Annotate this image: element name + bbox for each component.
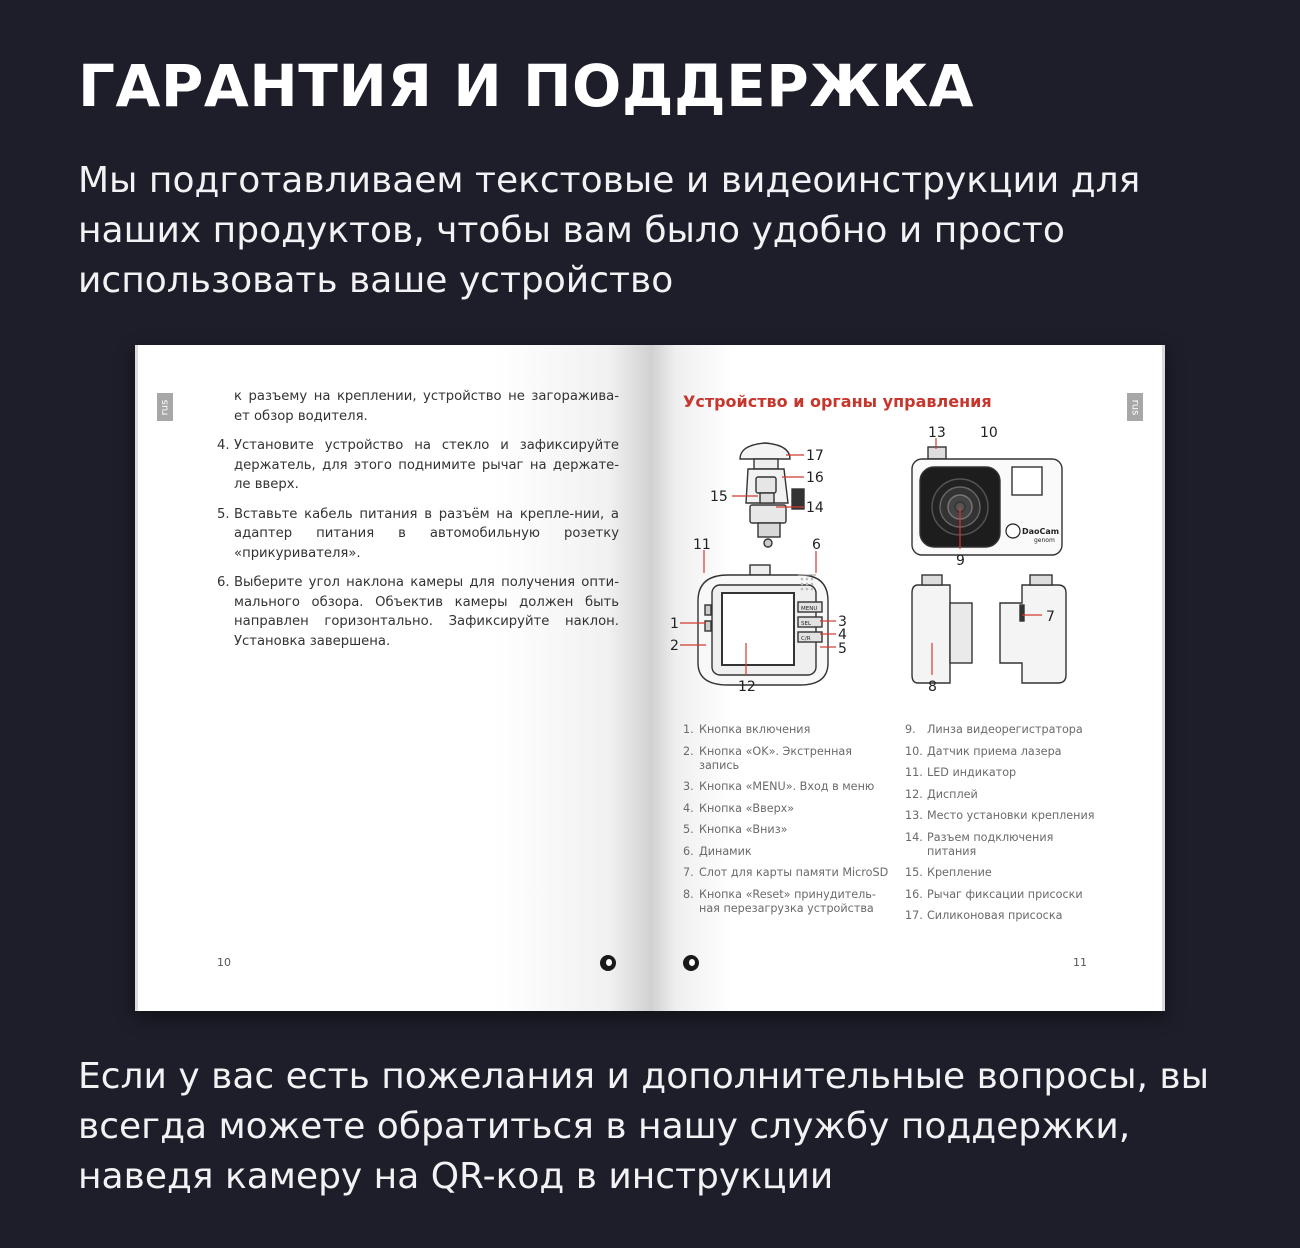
svg-text:5: 5 (838, 641, 847, 657)
item-number: 4. (217, 438, 230, 453)
continuation-text: к разъему на креплении, устройство не загоражива-ет обзор водителя. (234, 389, 619, 424)
brand-label: DaoCam (1022, 527, 1060, 536)
list-item (683, 888, 893, 916)
brand-logo-icon (683, 955, 699, 971)
item-number: 10. (905, 744, 923, 758)
list-item (905, 866, 1105, 880)
manual-right-page (650, 345, 1165, 1011)
support-text: Если у вас есть пожелания и дополнительные вопросы, вы всегда можете обратиться в нашу службу поддержки, наведя камеру на QR-код в инструкции (78, 1056, 1210, 1197)
svg-text:15: 15 (710, 489, 728, 505)
item-number: 8. (683, 887, 694, 901)
item-text: Кнопка «OK». Экстренная запись (699, 744, 852, 772)
legend-list-left (683, 723, 893, 923)
item-number: 1. (683, 723, 694, 736)
svg-text:13: 13 (928, 425, 946, 441)
list-item (905, 809, 1105, 823)
list-item (683, 745, 893, 773)
item-number: 6. (217, 575, 230, 590)
svg-text:17: 17 (806, 448, 824, 464)
item-number: 14. (905, 830, 923, 844)
list-item (683, 823, 893, 837)
item-number: 5. (217, 506, 230, 522)
intro-text: Мы подготавливаем текстовые и видеоинструкции для наших продуктов, чтобы вам было удобно и просто использовать ваше устройство (78, 160, 1141, 301)
list-item (683, 780, 893, 794)
manual-left-page (135, 345, 650, 1011)
svg-text:16: 16 (806, 470, 824, 486)
installation-steps (217, 387, 619, 661)
list-item (905, 831, 1105, 859)
list-item (217, 573, 619, 651)
page-number-right: 11 (1073, 956, 1087, 969)
section-title: Устройство и органы управления (683, 392, 992, 411)
item-text: Выберите угол наклона камеры для получения опти-мального обзора. Объектив камеры должен быть направлен горизонтально. Зафиксируйте наклон. Установка завершена. (234, 575, 619, 649)
legend-list-right (905, 723, 1105, 931)
item-text: Силиконовая присоска (927, 909, 1063, 922)
item-number: 3. (683, 780, 694, 793)
svg-text:14: 14 (806, 500, 824, 516)
list-item (217, 436, 619, 495)
item-number: 9. (905, 723, 916, 736)
item-text: Датчик приема лазера (927, 744, 1062, 758)
svg-text:12: 12 (738, 679, 756, 695)
list-item (905, 745, 1105, 759)
item-number: 11. (905, 766, 923, 779)
brand-logo-icon (600, 955, 616, 971)
item-number: 5. (683, 823, 694, 836)
brand-mark-icon (1006, 524, 1020, 538)
item-number: 15. (905, 866, 923, 879)
device-diagram (650, 425, 1120, 715)
item-text: Рычаг фиксации присоски (927, 887, 1083, 901)
list-item (217, 505, 619, 564)
page-number-left: 10 (217, 956, 231, 969)
svg-text:7: 7 (1046, 609, 1055, 625)
item-number: 16. (905, 887, 923, 901)
list-item (683, 723, 893, 737)
svg-text:10: 10 (980, 425, 998, 441)
language-tab: rus (1127, 393, 1143, 421)
list-item (683, 845, 893, 859)
item-text: Разъем подключения питания (927, 830, 1054, 858)
item-text: Дисплей (927, 787, 978, 801)
item-text: Вставьте кабель питания в разъём на крепле-нии, а адаптер питания в автомобильную розетку «прикуривателя». (234, 506, 619, 561)
item-number: 13. (905, 809, 923, 822)
item-text: Кнопка «Reset» принудитель-ная перезагрузка устройства (699, 887, 876, 915)
camera-side-illustration (912, 575, 1066, 683)
item-number: 2. (683, 744, 694, 758)
brand-sublabel: genom (1034, 537, 1055, 544)
list-item (905, 723, 1105, 737)
item-text: LED индикатор (927, 766, 1017, 779)
svg-text:11: 11 (693, 537, 711, 553)
svg-text:9: 9 (956, 553, 965, 569)
svg-text:2: 2 (670, 638, 679, 654)
item-number: 4. (683, 801, 694, 815)
steps-list (217, 436, 619, 651)
item-text: Линза видеорегистратора (927, 723, 1083, 736)
svg-text:4: 4 (838, 627, 847, 643)
svg-text:1: 1 (670, 616, 679, 632)
menu-button-label: MENU (801, 606, 818, 612)
item-text: Слот для карты памяти MicroSD (699, 866, 889, 879)
svg-text:3: 3 (838, 614, 847, 630)
list-item (905, 888, 1105, 902)
list-item (905, 788, 1105, 802)
manual-spread (135, 345, 1165, 1011)
sel-button-label: SEL (801, 621, 812, 627)
item-text: Кнопка «Вниз» (699, 823, 788, 836)
list-item (905, 909, 1105, 923)
mount-illustration (740, 443, 804, 547)
item-number: 6. (683, 844, 694, 858)
list-item (905, 766, 1105, 780)
language-tab: rus (157, 393, 173, 421)
item-number: 17. (905, 909, 923, 922)
item-number: 12. (905, 787, 923, 801)
item-text: Установите устройство на стекло и зафиксируйте держатель, для этого поднимите рычаг на держате-ле вверх. (234, 438, 619, 492)
page-heading: ГАРАНТИЯ И ПОДДЕРЖКА (78, 52, 975, 120)
svg-text:6: 6 (812, 537, 821, 553)
item-number: 7. (683, 866, 694, 879)
list-item (683, 802, 893, 816)
item-text: Кнопка включения (699, 723, 811, 736)
item-text: Динамик (699, 844, 752, 858)
item-text: Место установки крепления (927, 809, 1095, 822)
item-text: Кнопка «Вверх» (699, 801, 795, 815)
item-text: Кнопка «MENU». Вход в меню (699, 780, 875, 793)
item-text: Крепление (927, 866, 992, 879)
svg-text:8: 8 (928, 679, 937, 695)
list-item (683, 866, 893, 880)
cr-button-label: C/R (801, 636, 811, 642)
